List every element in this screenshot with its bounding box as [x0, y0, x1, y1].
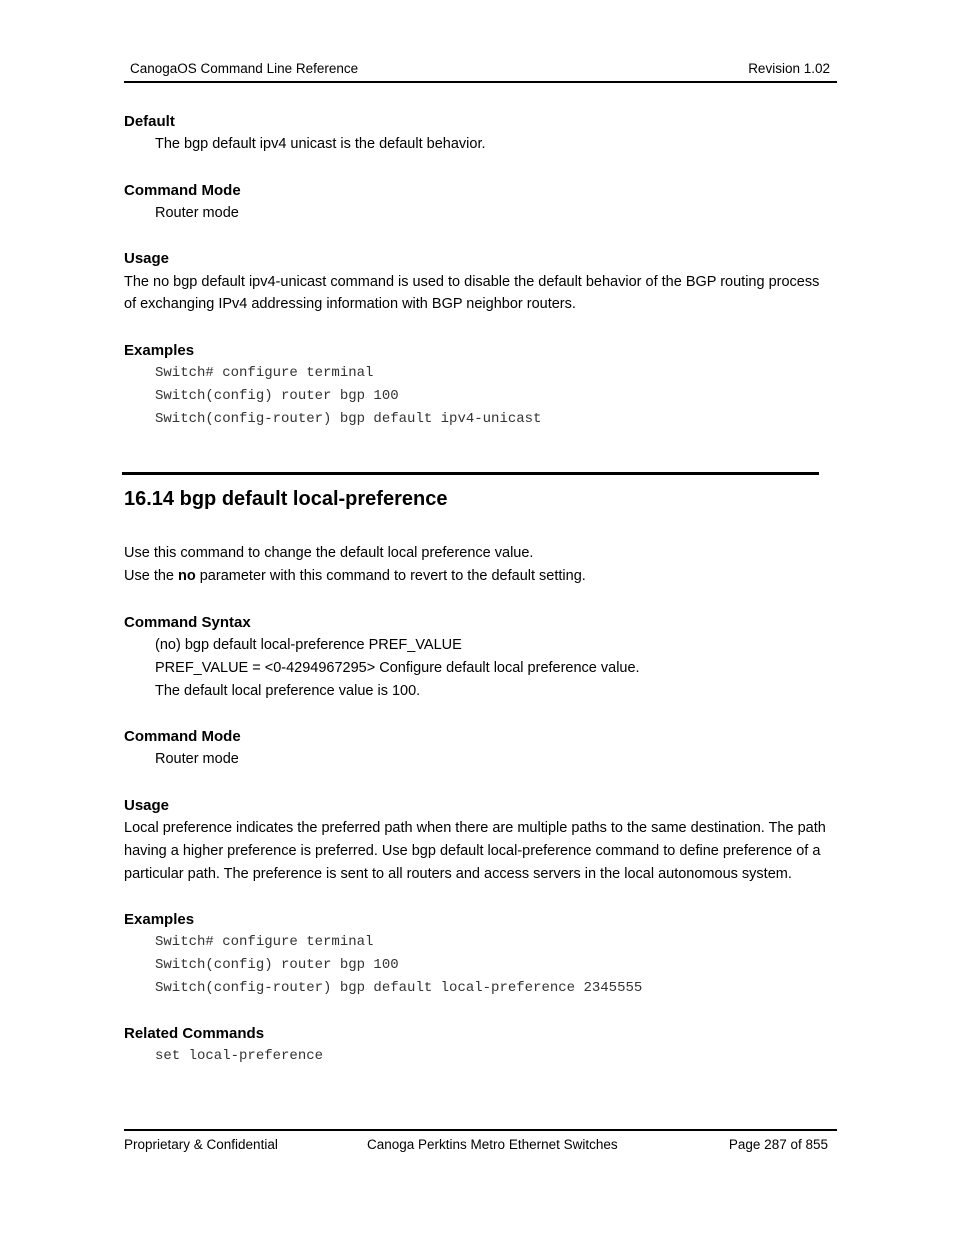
example-code-line: Switch# configure terminal [155, 365, 374, 381]
header-revision: Revision 1.02 [748, 61, 830, 76]
example-code-line: Switch(config-router) bgp default local-preference 2345555 [155, 980, 643, 996]
example-code-line: Switch# configure terminal [155, 934, 374, 950]
related-command: set local-preference [155, 1048, 324, 1064]
usage-line: particular path. The preference is sent to all routers and access servers in the local autonomous system. [124, 866, 792, 882]
example-code-line: Switch(config) router bgp 100 [155, 957, 399, 973]
usage-line: The no bgp default ipv4-unicast command is used to disable the default behavior of the BGP routing process [124, 274, 820, 290]
examples-heading: Examples [124, 911, 195, 928]
intro-line: Use this command to change the default local preference value. [124, 545, 534, 561]
intro-bold-no: no [178, 568, 196, 584]
usage-line: having a higher preference is preferred. Use bgp default local-preference command to define preference of a [124, 843, 821, 859]
intro-line-no-param [124, 568, 586, 584]
command-mode-heading: Command Mode [124, 182, 241, 199]
related-commands-heading: Related Commands [124, 1025, 265, 1042]
syntax-line: The default local preference value is 100. [155, 683, 421, 699]
footer-page-number: Page 287 of 855 [728, 1137, 828, 1152]
default-text: The bgp default ipv4 unicast is the default behavior. [155, 136, 486, 152]
intro-text: parameter with this command to revert to the default setting. [195, 568, 586, 584]
usage-heading: Usage [124, 250, 170, 267]
section-title: 16.14 bgp default local-preference [124, 488, 448, 510]
footer-confidential: Proprietary & Confidential [124, 1137, 278, 1152]
header-doc-title: CanogaOS Command Line Reference [130, 61, 359, 76]
command-syntax-heading: Command Syntax [124, 614, 251, 631]
usage-line: of exchanging IPv4 addressing information with BGP neighbor routers. [124, 296, 576, 312]
footer-product: Canoga Perktins Metro Ethernet Switches [367, 1137, 618, 1152]
command-mode-heading: Command Mode [124, 728, 241, 745]
default-heading: Default [124, 113, 175, 130]
command-mode-text: Router mode [155, 751, 239, 767]
syntax-line: PREF_VALUE = <0-4294967295> Configure default local preference value. [155, 660, 640, 676]
intro-text: Use the [124, 568, 178, 584]
syntax-line: (no) bgp default local-preference PREF_VALUE [155, 637, 462, 653]
example-code-line: Switch(config) router bgp 100 [155, 388, 399, 404]
examples-heading: Examples [124, 342, 195, 359]
header-rule [124, 81, 837, 83]
usage-line: Local preference indicates the preferred path when there are multiple paths to the same destination. The path [124, 820, 826, 836]
section-rule [122, 472, 819, 475]
footer-rule [124, 1129, 837, 1131]
example-code-line: Switch(config-router) bgp default ipv4-unicast [155, 411, 542, 427]
usage-heading: Usage [124, 797, 170, 814]
command-mode-text: Router mode [155, 205, 239, 221]
